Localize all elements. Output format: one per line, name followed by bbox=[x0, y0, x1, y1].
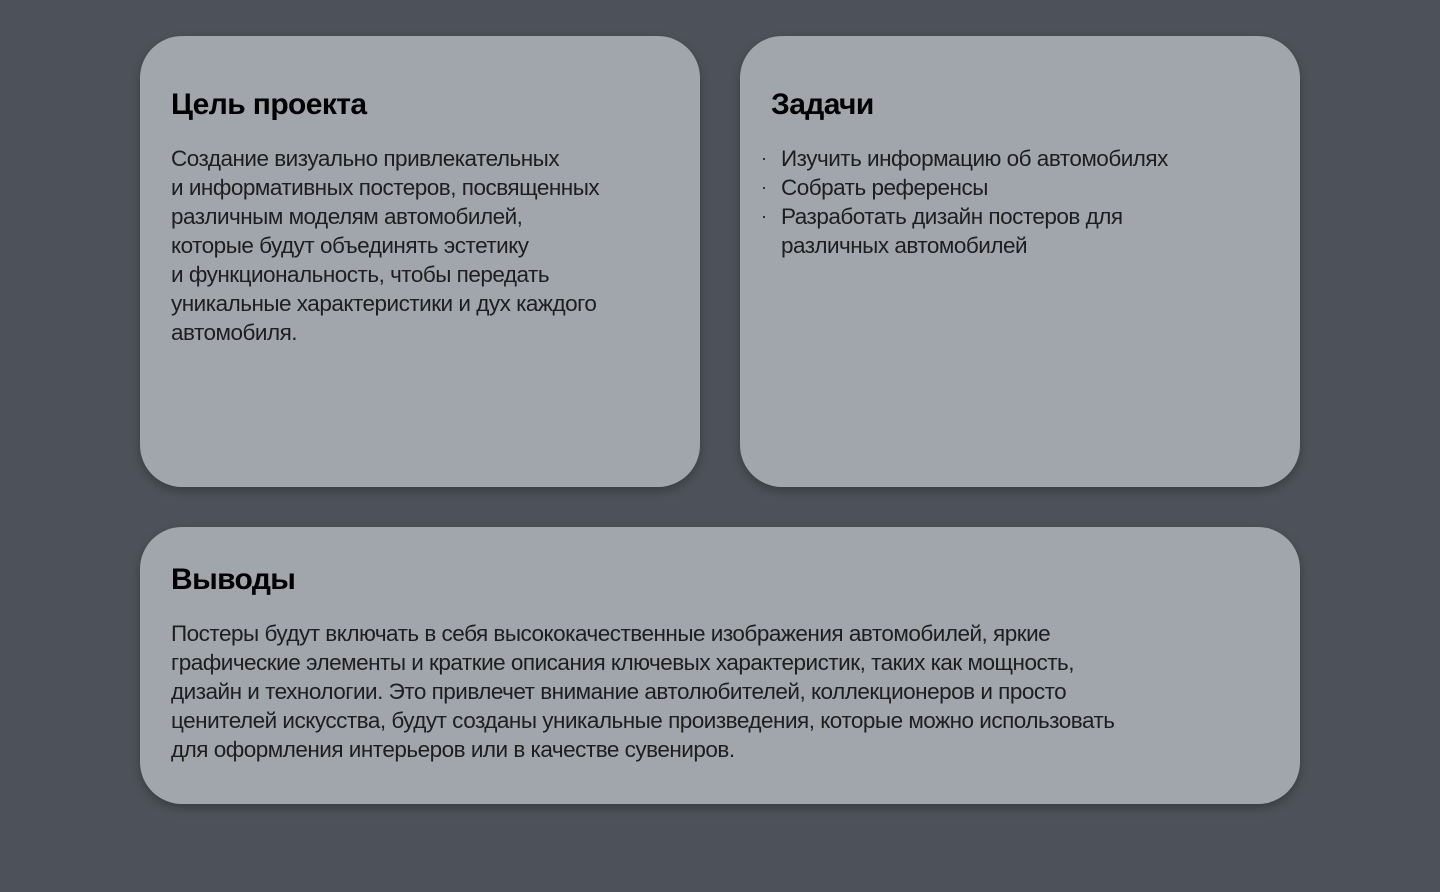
task-item bbox=[761, 144, 1268, 173]
tasks-title: Задачи bbox=[771, 88, 874, 121]
tasks-list bbox=[761, 144, 1268, 260]
task-item bbox=[761, 173, 1268, 202]
bullet-icon: · bbox=[761, 177, 767, 197]
task-item-text: Разработать дизайн постеров для различных автомобилей bbox=[781, 204, 1123, 258]
bullet-icon: · bbox=[761, 148, 767, 168]
project-goal-text: Создание визуально привлекательных и информативных постеров, посвященных различным моделям автомобилей, которые будут объединять эстетику и функциональность, чтобы передать уникальные характеристики и дух каждого автомобиля. bbox=[171, 146, 600, 345]
task-item bbox=[761, 202, 1268, 260]
conclusions-title: Выводы bbox=[171, 563, 296, 596]
project-goal-card bbox=[140, 36, 700, 487]
project-goal-title: Цель проекта bbox=[171, 88, 367, 121]
tasks-card bbox=[740, 36, 1300, 487]
conclusions-card bbox=[140, 527, 1300, 804]
task-item-text: Собрать референсы bbox=[781, 175, 988, 200]
conclusions-text: Постеры будут включать в себя высококачественные изображения автомобилей, яркие графические элементы и краткие описания ключевых характеристик, таких как мощность, дизайн и технологии. Это привлечет внимание автолюбителей, коллекционеров и просто ценителей искусства, будут созданы уникальные произведения, которые можно использовать для оформления интерьеров или в качестве сувениров. bbox=[171, 621, 1115, 762]
bullet-icon: · bbox=[761, 206, 767, 226]
task-item-text: Изучить информацию об автомобилях bbox=[781, 146, 1168, 171]
